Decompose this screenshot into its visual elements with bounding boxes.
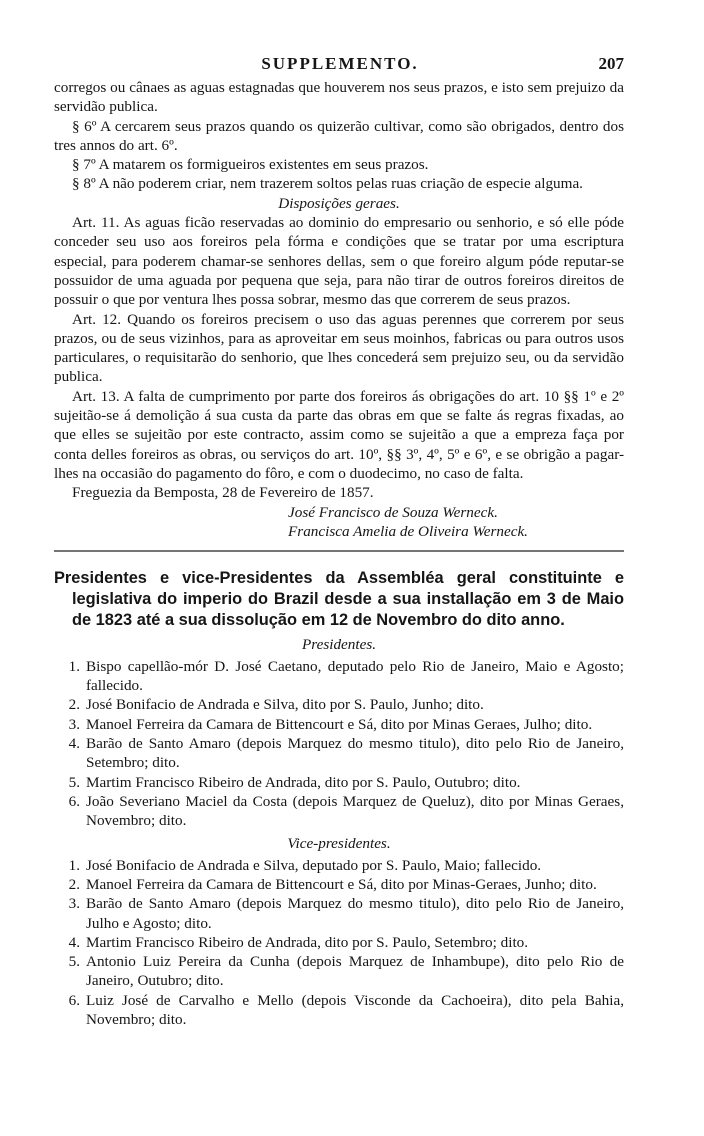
article-12: Art. 12. Quando os foreiros precisem o uso das aguas perennes que correrem por seus prazos, ou de seus vizinhos, para as aproveitar em seus moinhos, fabricas ou para outros usos particulares, o requisitarão do senhorio, que lhes concederá sem prejuizo seu, ou da servidão publica. (54, 310, 624, 386)
signature: Francisca Amelia de Oliveira Werneck. (288, 522, 528, 540)
list-item (54, 715, 624, 734)
list-title: Presidentes e vice-Presidentes da Assembléa geral constituinte e legislativa do imperio do Brazil desde a sua installação em 3 de Maio de 1823 até a sua dissolução em 12 de Novembro do dito anno. (54, 569, 624, 630)
list-item (54, 991, 624, 1030)
item-number: 5. (68, 773, 80, 791)
page-number: 207 (598, 54, 624, 73)
item-number: 4. (68, 734, 80, 752)
presidents-heading: Presidentes. (301, 636, 377, 654)
item-text: Luiz José de Carvalho e Mello (depois Visconde da Cachoeira), dito pela Bahia, Novembro; dito. (86, 991, 624, 1029)
paragraph: § 6º A cercarem seus prazos quando os quizerão cultivar, como são obrigados, dentro dos tres annos do art. 6º. (54, 117, 624, 154)
list-item (54, 734, 624, 773)
vice-presidents-list (54, 856, 624, 1030)
item-text: Barão de Santo Amaro (depois Marquez do mesmo titulo), dito pelo Rio de Janeiro, Julho e Agosto; dito. (86, 895, 624, 932)
item-number: 4. (68, 933, 80, 951)
page-body (54, 78, 624, 1029)
running-title: SUPPLEMENTO. (261, 54, 419, 73)
item-text: Manoel Ferreira da Camara de Bittencourt e Sá, dito por Minas Geraes, Julho; dito. (86, 715, 593, 733)
item-text: Bispo capellão-mór D. José Caetano, deputado pelo Rio de Janeiro, Maio e Agosto; fallecido. (86, 657, 624, 695)
item-text: Manoel Ferreira da Camara de Bittencourt e Sá, dito por Minas-Geraes, Junho; dito. (86, 875, 597, 893)
signature: José Francisco de Souza Werneck. (288, 503, 498, 521)
item-text: José Bonifacio de Andrada e Silva, deputado por S. Paulo, Maio; fallecido. (86, 856, 542, 874)
paragraph: corregos ou cânaes as aguas estagnadas que houverem nos seus prazos, e isto sem prejuizo da servidão publica. (54, 79, 624, 116)
list-item (54, 894, 624, 933)
article-11: Art. 11. As aguas ficão reservadas ao dominio do empresario ou senhorio, e só elle póde conceder seu uso aos foreiros pela fórma e condições que se tratar por uma escriptura especial, para poderem chamar-se senhores dellas, sem o que foreiro algum póde reputar-se possuidor de uma aguada por pequena que seja, para não tirar de outros foreiros direitos de possuir o que por ventura lhes possa sobrar, mesmo das que correrem de seus prazos. (54, 214, 624, 309)
list-item (54, 792, 624, 831)
list-item (54, 856, 624, 875)
item-text: José Bonifacio de Andrada e Silva, dito por S. Paulo, Junho; dito. (86, 696, 484, 714)
list-item (54, 875, 624, 894)
list-item (54, 657, 624, 696)
item-number: 2. (68, 696, 80, 714)
item-number: 6. (68, 792, 80, 810)
item-text: João Severiano Maciel da Costa (depois Marquez de Queluz), dito por Minas Geraes, Novembro; dito. (86, 792, 624, 830)
item-text: Martim Francisco Ribeiro de Andrada, dito por S. Paulo, Outubro; dito. (86, 773, 521, 791)
item-number: 1. (68, 856, 80, 874)
list-item (54, 773, 624, 792)
item-text: Antonio Luiz Pereira da Cunha (depois Marquez de Inhambupe), dito pelo Rio de Janeiro, Outubro; dito. (86, 953, 624, 990)
item-number: 2. (68, 875, 80, 893)
item-number: 1. (68, 657, 80, 675)
place-date: Freguezia da Bemposta, 28 de Fevereiro de 1857. (72, 484, 374, 502)
list-item (54, 695, 624, 714)
list-item (54, 933, 624, 952)
page-header (56, 54, 624, 80)
item-number: 5. (68, 953, 80, 971)
paragraph: § 7º A matarem os formigueiros existentes em seus prazos. (72, 156, 429, 174)
item-number: 3. (68, 715, 80, 733)
section-heading: Disposições geraes. (278, 194, 400, 212)
presidents-list (54, 657, 624, 831)
item-number: 3. (68, 895, 80, 913)
separator-rule (54, 545, 624, 555)
item-number: 6. (68, 991, 80, 1009)
item-text: Barão de Santo Amaro (depois Marquez do mesmo titulo), dito pelo Rio de Janeiro, Setembro; dito. (86, 734, 624, 772)
item-text: Martim Francisco Ribeiro de Andrada, dito por S. Paulo, Setembro; dito. (86, 933, 529, 951)
article-13: Art. 13. A falta de cumprimento por parte dos foreiros ás obrigações do art. 10 §§ 1º e 2º sujeitão-se á demolição á sua custa da parte das obras em que se falte ás regras fixadas, ao que elles se sujeitão por este contracto, assim como se sujeitão a que a empreza faça por conta delles foreiros as obras, ou serviços do art. 10º, §§ 3º, 4º, 5º e 6º, e se obrigão a pagar-lhes na occasião do pagamento do fôro, e com o duodecimo, no caso de falta. (54, 387, 624, 482)
vice-presidents-heading: Vice-presidentes. (287, 835, 391, 853)
paragraph: § 8º A não poderem criar, nem trazerem soltos pelas ruas criação de especie alguma. (72, 175, 583, 193)
list-item (54, 952, 624, 991)
